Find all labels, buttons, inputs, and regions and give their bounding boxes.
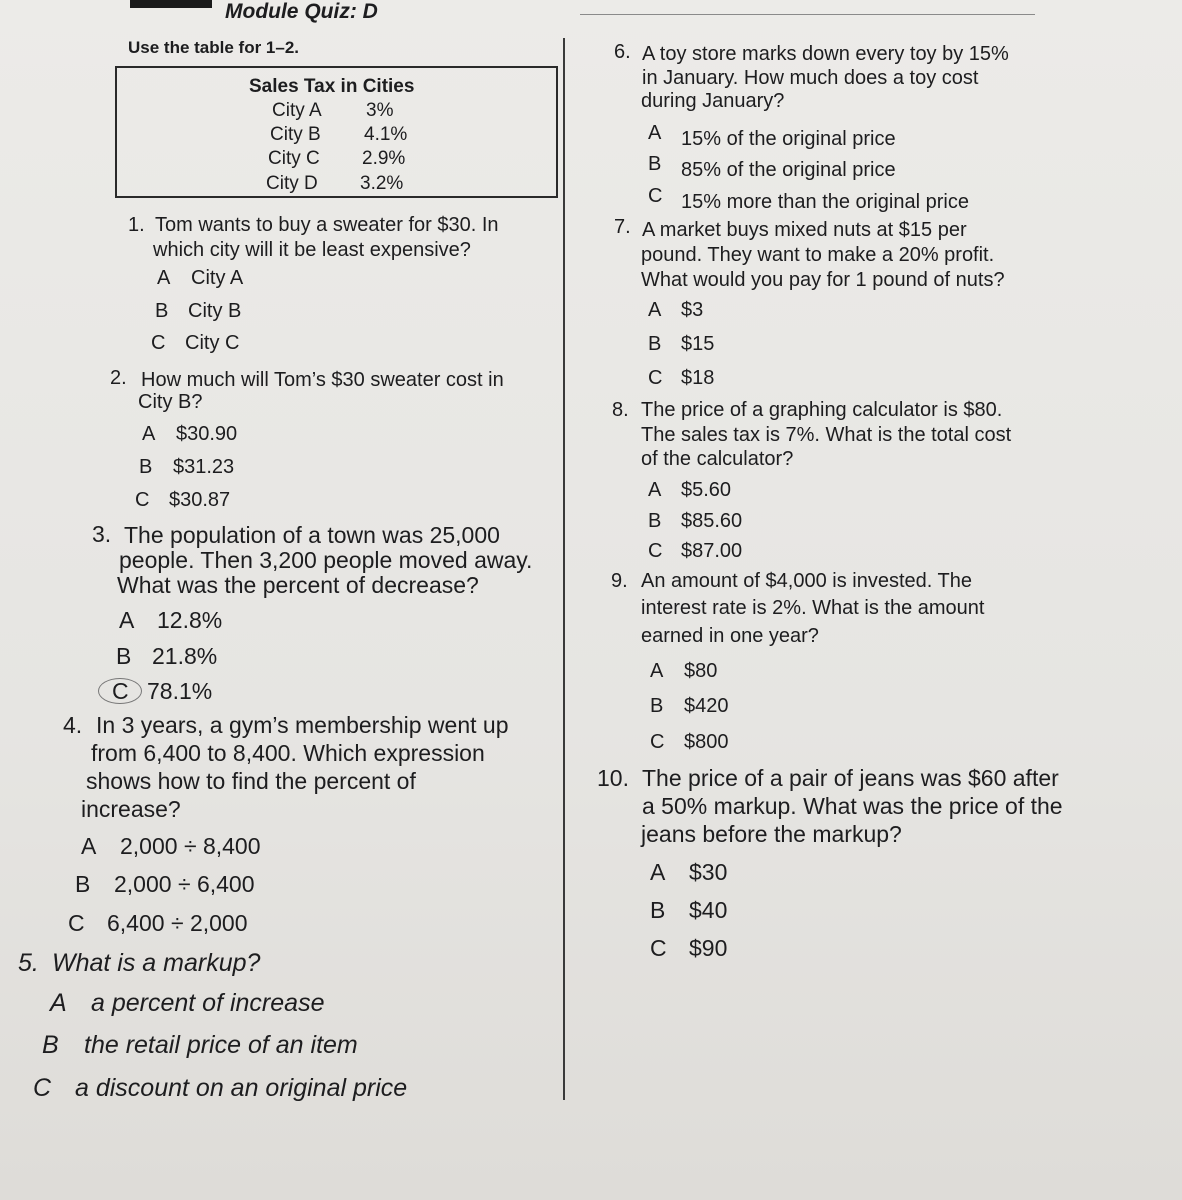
option-letter: B	[648, 333, 662, 355]
tax-row-city: City B	[270, 124, 321, 145]
option-text: 12.8%	[157, 607, 223, 633]
tax-row-rate: 2.9%	[362, 148, 406, 169]
question-text: pound. They want to make a 20% profit.	[641, 244, 995, 266]
option-letter: A	[157, 267, 171, 289]
page-title: Module Quiz: D	[225, 0, 378, 23]
question-text: earned in one year?	[641, 625, 819, 647]
option-text: $85.60	[681, 510, 743, 532]
option-letter: B	[42, 1031, 59, 1059]
option-letter: C	[648, 367, 663, 389]
question-number: 5.	[18, 949, 39, 977]
question-number: 3.	[92, 521, 112, 547]
option-text: $80	[684, 660, 718, 682]
option-text: $87.00	[681, 540, 743, 562]
question-text: What was the percent of decrease?	[117, 572, 479, 598]
tax-row-city: City C	[268, 148, 320, 169]
question-text: Tom wants to buy a sweater for $30. In	[155, 214, 499, 236]
question-number: 4.	[63, 712, 83, 738]
tax-row-city: City D	[266, 173, 318, 194]
option-letter: C	[135, 489, 150, 511]
question-number: 2.	[110, 367, 127, 389]
option-text: $18	[681, 367, 715, 389]
option-text: $30.90	[176, 423, 238, 445]
question-text: A market buys mixed nuts at $15 per	[642, 219, 967, 241]
question-text: How much will Tom’s $30 sweater cost in	[141, 369, 504, 391]
option-letter: A	[119, 607, 135, 633]
option-text: City A	[191, 267, 244, 289]
option-letter: B	[650, 897, 666, 923]
question-text: increase?	[81, 796, 181, 822]
option-letter: A	[648, 299, 662, 321]
question-number: 7.	[614, 216, 631, 238]
question-text: of the calculator?	[641, 448, 794, 470]
question-text: interest rate is 2%. What is the amount	[641, 597, 985, 619]
option-letter: B	[75, 871, 91, 897]
question-text: people. Then 3,200 people moved away.	[119, 547, 533, 573]
option-text: 6,400 ÷ 2,000	[107, 910, 248, 936]
question-text: What would you pay for 1 pound of nuts?	[641, 269, 1005, 291]
option-letter: B	[648, 153, 662, 175]
option-letter: C	[648, 185, 663, 207]
option-text: $420	[684, 695, 729, 717]
option-text: $90	[689, 935, 728, 961]
question-text: City B?	[138, 391, 203, 413]
option-letter: C	[151, 332, 166, 354]
option-letter: C	[68, 910, 85, 936]
option-text: $15	[681, 333, 715, 355]
question-text: The population of a town was 25,000	[124, 522, 500, 548]
option-text: a discount on an original price	[75, 1074, 408, 1102]
question-number: 1.	[128, 214, 145, 236]
option-text: $3	[681, 299, 704, 321]
column-divider	[563, 38, 565, 1100]
question-text: jeans before the markup?	[641, 821, 902, 847]
option-letter: A	[648, 479, 662, 501]
option-text: $30	[689, 859, 728, 885]
option-text: 21.8%	[152, 643, 218, 669]
question-text: a 50% markup. What was the price of the	[642, 793, 1063, 819]
option-letter: A	[142, 423, 156, 445]
option-text: 2,000 ÷ 6,400	[114, 871, 255, 897]
tax-row-rate: 3.2%	[360, 173, 404, 194]
option-text: 78.1%	[147, 678, 213, 704]
option-text: $40	[689, 897, 728, 923]
option-letter: C	[33, 1074, 52, 1102]
option-letter: A	[81, 833, 97, 859]
option-letter: A	[650, 859, 666, 885]
question-number: 8.	[612, 399, 629, 421]
option-letter: A	[650, 660, 664, 682]
tax-row-rate: 4.1%	[364, 124, 408, 145]
question-text: The sales tax is 7%. What is the total cost	[641, 424, 1012, 446]
option-letter: B	[139, 456, 153, 478]
header-tab-mark	[130, 0, 212, 8]
option-text: 85% of the original price	[681, 159, 896, 181]
option-text: City C	[185, 332, 240, 354]
option-text: $800	[684, 731, 729, 753]
option-letter: B	[155, 300, 169, 322]
option-text: a percent of increase	[91, 989, 325, 1017]
option-text: 15% of the original price	[681, 128, 896, 150]
table-instruction: Use the table for 1–2.	[128, 38, 300, 57]
option-text: 15% more than the original price	[681, 191, 969, 213]
option-text: $31.23	[173, 456, 235, 478]
option-letter: C	[650, 935, 667, 961]
question-text: in January. How much does a toy cost	[642, 67, 979, 89]
option-text: $30.87	[169, 489, 231, 511]
question-text: from 6,400 to 8,400. Which expression	[91, 740, 485, 766]
option-text: City B	[188, 300, 242, 322]
question-text: What is a markup?	[52, 949, 261, 977]
question-text: In 3 years, a gym’s membership went up	[96, 712, 509, 738]
option-letter: B	[648, 510, 662, 532]
option-letter: A	[50, 989, 67, 1017]
option-letter: C	[648, 540, 663, 562]
question-text: during January?	[641, 90, 785, 112]
option-letter: B	[650, 695, 664, 717]
sales-tax-table-title: Sales Tax in Cities	[249, 76, 415, 97]
option-text: 2,000 ÷ 8,400	[120, 833, 261, 859]
option-letter: C	[650, 731, 665, 753]
option-letter: C	[112, 678, 129, 704]
question-number: 10.	[597, 765, 629, 791]
question-text: which city will it be least expensive?	[153, 239, 471, 261]
option-text: the retail price of an item	[84, 1031, 358, 1059]
option-letter: A	[648, 122, 662, 144]
question-text: An amount of $4,000 is invested. The	[641, 570, 972, 592]
question-text: The price of a graphing calculator is $80.	[641, 399, 1003, 421]
header-rule	[580, 14, 1035, 15]
option-text: $5.60	[681, 479, 732, 501]
question-number: 9.	[611, 570, 628, 592]
question-number: 6.	[614, 41, 631, 63]
question-text: The price of a pair of jeans was $60 after	[642, 765, 1059, 791]
sales-tax-table	[115, 66, 558, 198]
tax-row-rate: 3%	[366, 100, 394, 121]
tax-row-city: City A	[272, 100, 322, 121]
question-text: A toy store marks down every toy by 15%	[642, 43, 1009, 65]
option-letter: B	[116, 643, 132, 669]
question-text: shows how to find the percent of	[86, 768, 416, 794]
